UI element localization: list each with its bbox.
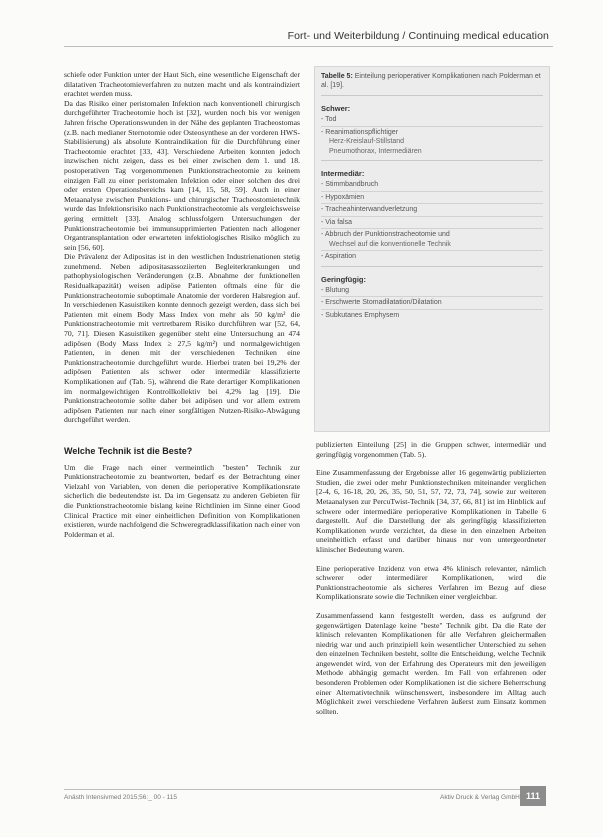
right-paragraph-2: Eine Zusammenfassung der Ergebnisse aller 16 gegenwärtig publizierten Studien, die zwei oder mehr Punktionstechniken miteinander verglichen [2-4, 6, 16-18, 20, 26, 35, 50, 51, 57, 72, 73, 74], sowie zur weiteren Metaanalysen zur PercuTwist-Technik [34, 37, 66, 81] ist im Hinblick auf schwere oder intermediäre perioperative Komplikationen in Tabelle 6 dargestellt. Auf die Darstellung der als geringfügig klassifizierten Komplikationen wurde verzichtet, da diese in den einzelnen Arbeiten uneinheitlich erfasst und darüber hinaus nur von untergeordneter klinischer Bedeutung waren. <box>316 468 546 554</box>
item-divider <box>321 309 543 310</box>
page-number: 111 <box>520 786 546 806</box>
right-paragraph-1: publizierten Einteilung [25] in die Gruppen schwer, intermediär und geringfügig vorgenommen (Tab. 5). <box>316 440 546 459</box>
table-section-intermediate <box>315 163 549 264</box>
table-section-minor <box>315 269 549 323</box>
section-heading: Welche Technik ist die Beste? <box>64 445 193 456</box>
table-item: - Reanimationspflichtiger <box>321 128 399 136</box>
item-divider <box>321 250 543 251</box>
left-paragraph-2: Da das Risiko einer peristomalen Infektion nach konventionell chirurgisch durchgeführter Tracheotomie hoch ist [32], wurden noch bis vor wenigen Jahren frische Operationswunden in der Nähe des geplanten Tracheostomas (z.B. nach medianer Sternotomie oder Osteosynthese an der vorderen HWS-Stabilisierung) als absolute Kontraindikation für die Durchführung einer Tracheotomie erachtet [33, 43]. Verschiedene Arbeiten konnten jedoch inzwischen nicht zeigen, dass es bei einer zwischen dem 1. und 18. postoperativen Tag vorgenommenen Punktionstracheotomie zu keinem einzigen Fall zu einer peristomalen Infektion oder einer solchen des drei oder ersten Operationsbereichs kam [14, 15, 58, 59]. Auch in einer Metaanalyse zwischen Punktions- und chirurgischer Tracheostomietechnik wurde das Infektionsrisiko nach Punktionstracheotomie als vergleichsweise gering ermittelt [33]. Analog schlussfolgern Untersuchungen der Punktionstracheotomie bei immunsupprimierten Patienten nach allogener Organtransplantation oder erwarteten infektiologisches Risiko möglich zu sein [56, 60]. <box>64 98 300 252</box>
header-rule <box>64 46 553 47</box>
item-divider <box>321 203 543 204</box>
table-item: - Blutung <box>321 286 350 294</box>
item-divider <box>321 228 543 229</box>
table-item: - Abbruch der Punktionstracheotomie und <box>321 231 450 238</box>
table-divider <box>321 266 543 267</box>
left-column <box>64 70 300 539</box>
table-item: - Aspiration <box>321 253 357 260</box>
table-item: - Erschwerte Stomadilatation/Dilatation <box>321 299 442 306</box>
table-item: - Via falsa <box>321 218 352 226</box>
table-item: - Stimmbandbruch <box>321 181 379 188</box>
table-caption-label: Tabelle 5: <box>321 73 353 80</box>
table-item: Herz-Kreislauf-Stillstand <box>329 138 405 145</box>
item-divider <box>321 126 543 127</box>
right-paragraph-3: Eine perioperative Inzidenz von etwa 4% klinisch relevanter, nämlich schwerer oder intermediärer Komplikationen, wird die Punktionstracheotomie als sicheres Verfahren im Bezug auf diese Komplikationsrate sowie die Techniken einer vergleichbar. <box>316 563 546 602</box>
right-paragraph-4: Zusammenfassend kann festgestellt werden, dass es aufgrund der gegenwärtigen Datenlage keine "beste" Technik gibt. Da die Rate der klinisch relevanten Komplikationen für alle Verfahren gleichermaßen niedrig war und auch prinzipiell kein wesentlicher Unterschied zu sehen den einzelnen Techniken besteht, sollte die Entscheidung, welche Technik angewendet wird, von der Erfahrung des Operateurs mit den jeweiligen Methode abhängig gemacht werden. Im Fall von erfahrenen oder besonderen Problemen oder Komplikationen ist die sichere Beherrschung einer Alternativtechnik wünschenswert, insbesondere im Alltag auch Möglichkeit zwei verschiedene Verfahren äußerst zum Einsatz kommen sollten. <box>316 610 546 716</box>
table-item: - Subkutanes Emphysem <box>321 311 400 319</box>
left-paragraph-1: schiefe oder Funktion unter der Haut Sich, eine wesentliche Eigenschaft der dilatativen Tracheotomieverfahren zu nutzen macht und als kontraindiziert erachtet werden muss. <box>64 70 300 99</box>
section-title-intermediate: Intermediär: <box>321 169 365 178</box>
footer-citation: Anästh Intensivmed 2015;56:_ 00 - 115 <box>64 794 177 801</box>
item-divider <box>321 191 543 192</box>
footer-rule <box>64 789 539 790</box>
table-item: Wechsel auf die konventionelle Technik <box>329 240 451 248</box>
section-title-minor: Geringfügig: <box>321 274 366 284</box>
complications-table <box>314 66 550 432</box>
header-title: Fort- und Weiterbildung / Continuing medical education <box>287 30 549 42</box>
table-caption <box>315 67 549 93</box>
table-item: - Hypoxämien <box>321 193 365 201</box>
item-divider <box>321 296 543 297</box>
table-caption-text: Einteilung perioperativer Komplikationen nach Polderman et al. [19]. <box>321 73 541 89</box>
left-paragraph-3: Die Prävalenz der Adipositas ist in den westlichen Industrienationen stetig zunehmend. Neben adipositasassoziierten Begleiterkrankungen und pathophysiologischen Veränderungen (z.B. Abnahme der funktionellen Residualkapazität) weisen adipöse Patienten oftmals eine für die Punktionstracheotomie suboptimale Anatomie der vorderen Halsregion auf. In verschiedenen Kasuistiken konnte dennoch gezeigt werden, dass sich bei Patienten mit einem Body Mass Index von mehr als 50 kg/m² die Punktionstracheotomie mit vertretbarem Risiko durchführen war [52, 64, 70, 71]. Diesen Kasuistiken gegenüber steht eine Untersuchung an 474 adipösen (Body Mass Index ≥ 27,5 kg/m²) und normalgewichtigen Patienten, in denen mit der verschiedenen Techniken eine Punktionstracheotomie durchgeführt wurde. Hierbei traten bei 19,2% der adipösen Patienten als schwer oder intermediär klassifizierte Komplikationen auf (Tab. 5), während die Rate derartiger Komplikationen im normalgewichtigen Kontrollkollektiv bei 4,2% lag [19]. Die Punktionstracheotomie sollte daher bei adipösen und vor allem extrem adipösen Patienten nur nach einer sorgfältigen Nutzen-Risiko-Abwägung durchgeführt werden. <box>64 252 300 425</box>
table-item: Pneumothorax, Intermediären <box>329 147 422 155</box>
table-item: - Tod <box>321 116 337 123</box>
right-column <box>316 440 546 725</box>
section-title-severe: Schwer: <box>321 104 351 113</box>
table-divider <box>321 95 543 96</box>
table-divider <box>321 160 543 161</box>
item-divider <box>321 216 543 217</box>
footer-publisher: Aktiv Druck & Verlag GmbH <box>440 794 520 801</box>
section-paragraph: Um die Frage nach einer vermeintlich "besten" Technik zur Punktionstracheotomie zu beantworten, bedarf es der Betrachtung einer Vielzahl von Variablen, von denen die perioperative Komplikationsrate sicherlich die bedeutendste ist. Da im Gegensatz zu anderen Gebieten für die Punktionstracheotomie bislang keine Richtlinien im Sinne einer Good Clinical Practice mit einer einheitlichen Definition von Komplikationen existieren, wurde nachfolgend die Schweregradklassifikation nach einer von Polderman et al. <box>64 462 300 539</box>
table-item: - Tracheahinterwandverletzung <box>321 206 418 213</box>
table-section-severe <box>315 98 549 158</box>
